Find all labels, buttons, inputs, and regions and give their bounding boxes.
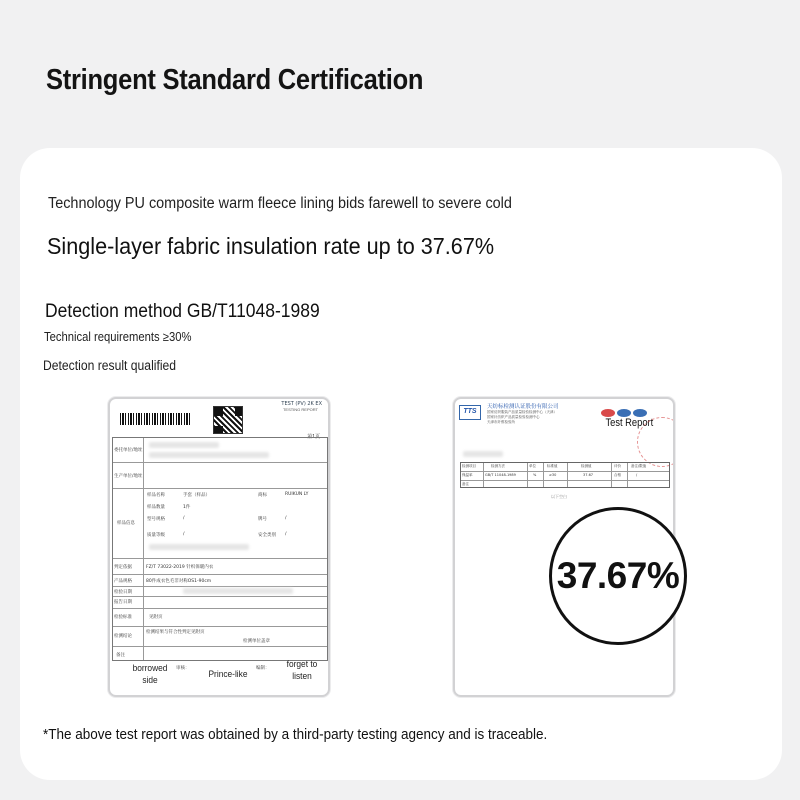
detection-result: Detection result qualified — [43, 358, 177, 373]
sample-field-label: 样品名称 — [147, 493, 165, 498]
row-label-sample-info: 样品信息 — [117, 521, 135, 526]
sample-field-label: 样品数量 — [147, 505, 165, 510]
table-cell: % — [533, 473, 537, 477]
cma-mark-icon — [601, 409, 615, 417]
table-cell: 备注 — [462, 482, 469, 486]
detection-method: Detection method GB/T11048-1989 — [45, 301, 320, 322]
table-header-cell: 检测值 — [581, 464, 592, 468]
blank-note: 以下空白 — [551, 494, 567, 499]
sample-field-label: 商标 — [258, 493, 267, 498]
sample-field-value: 1件 — [183, 505, 191, 510]
intro-subtitle: Technology PU composite warm fleece lining bids farewell to severe cold — [48, 195, 512, 212]
sample-field-value: 手套（样品） — [183, 493, 210, 498]
sample-field-value: / — [183, 516, 185, 521]
signature-label: 编制： — [256, 666, 270, 671]
test-report-label: Test Report — [605, 417, 653, 429]
footer-note: *The above test report was obtained by a third-party testing agency and is traceable. — [43, 726, 548, 743]
table-header-cell: 检测方法 — [491, 464, 505, 468]
signature-middle: Prince-like — [208, 669, 248, 680]
intro-headline: Single-layer fabric insulation rate up to 37.67% — [47, 233, 495, 259]
cnas-mark-icon — [617, 409, 631, 417]
table-header-cell: 检测项目 — [462, 464, 476, 468]
sample-field-label: 安全类别 — [258, 533, 276, 538]
result-table — [460, 462, 670, 488]
insulation-rate-magnifier — [549, 507, 687, 645]
row-label-remark: 备注 — [116, 653, 125, 658]
row-value-conclusion: 检测结果与符合性判定见附页 — [146, 630, 205, 635]
org-line: 国家纺织服装产品质量检验检测中心（天津） — [487, 410, 557, 414]
table-cell: GB/T 11048-1989 — [485, 473, 516, 477]
row-value-spec: 80件成衣色毛非对称OS1-90cm — [146, 579, 212, 584]
barcode — [120, 413, 190, 425]
table-header-cell: 评价 — [614, 464, 621, 468]
signature-label: 审核： — [176, 666, 190, 671]
left-test-report-image — [108, 397, 330, 697]
sample-field-value: / — [285, 532, 287, 537]
certification-marks — [601, 404, 661, 414]
signature-left: borrowed side — [132, 663, 168, 687]
sample-field-label: 质量等级 — [147, 533, 165, 538]
table-cell: 37.67 — [583, 473, 594, 477]
row-label-test-date: 检验日期 — [114, 590, 132, 595]
page-title: Stringent Standard Certification — [46, 64, 424, 96]
sample-field-label: 型号规格 — [147, 517, 165, 522]
row-label-spec: 产品规格 — [114, 579, 132, 584]
table-cell: ≥30 — [549, 473, 557, 477]
report-page-number: 第1页 — [307, 434, 320, 440]
sample-field-value: / — [285, 516, 287, 521]
org-line: 国家针纺织产品质量检验检测中心 — [487, 415, 540, 419]
row-value-standard: 见附页 — [149, 615, 163, 620]
org-line: 天津市纤维检验所 — [487, 420, 515, 424]
insulation-rate-value: 37.67% — [556, 555, 680, 596]
row-label-conclusion: 检测结论 — [114, 634, 132, 639]
signature-right: forget to listen — [286, 659, 318, 683]
table-cell: 合格 — [614, 473, 621, 477]
row-label-standard: 检验标准 — [114, 615, 132, 620]
table-header-cell: 标准值 — [547, 464, 558, 468]
sample-field-label: 牌号 — [258, 517, 267, 522]
table-header-cell: 单位 — [529, 464, 536, 468]
table-cell: 保温率 — [462, 473, 473, 477]
row-label-basis: 判定依据 — [114, 565, 132, 570]
sample-field-value: RUIKUN LY — [285, 492, 309, 497]
org-name: 天纺标检测认证股份有限公司 — [487, 404, 559, 410]
technical-requirement: Technical requirements ≥30% — [44, 330, 192, 344]
table-cell: / — [636, 473, 638, 477]
sample-field-value: / — [183, 532, 185, 537]
table-header-cell: 备注/限值 — [631, 464, 647, 468]
row-label-client: 委托单位/地址 — [114, 448, 143, 453]
report-header-sub: TESTING REPORT — [282, 407, 318, 412]
report-table — [112, 437, 328, 661]
row-value-basis: FZ/T 73022-2019 针织保暖内衣 — [146, 565, 214, 570]
ilac-mark-icon — [633, 409, 647, 417]
red-seal-icon — [637, 417, 675, 467]
row-label-producer: 生产单位/地址 — [114, 474, 143, 479]
tts-logo: TTS — [459, 405, 481, 420]
report-header-code: TEST (PV) 2K EX — [281, 401, 322, 407]
stamp-text: 检测单位盖章 — [243, 639, 270, 644]
qr-code-icon — [213, 406, 243, 434]
row-label-report-date: 报告日期 — [114, 600, 132, 605]
